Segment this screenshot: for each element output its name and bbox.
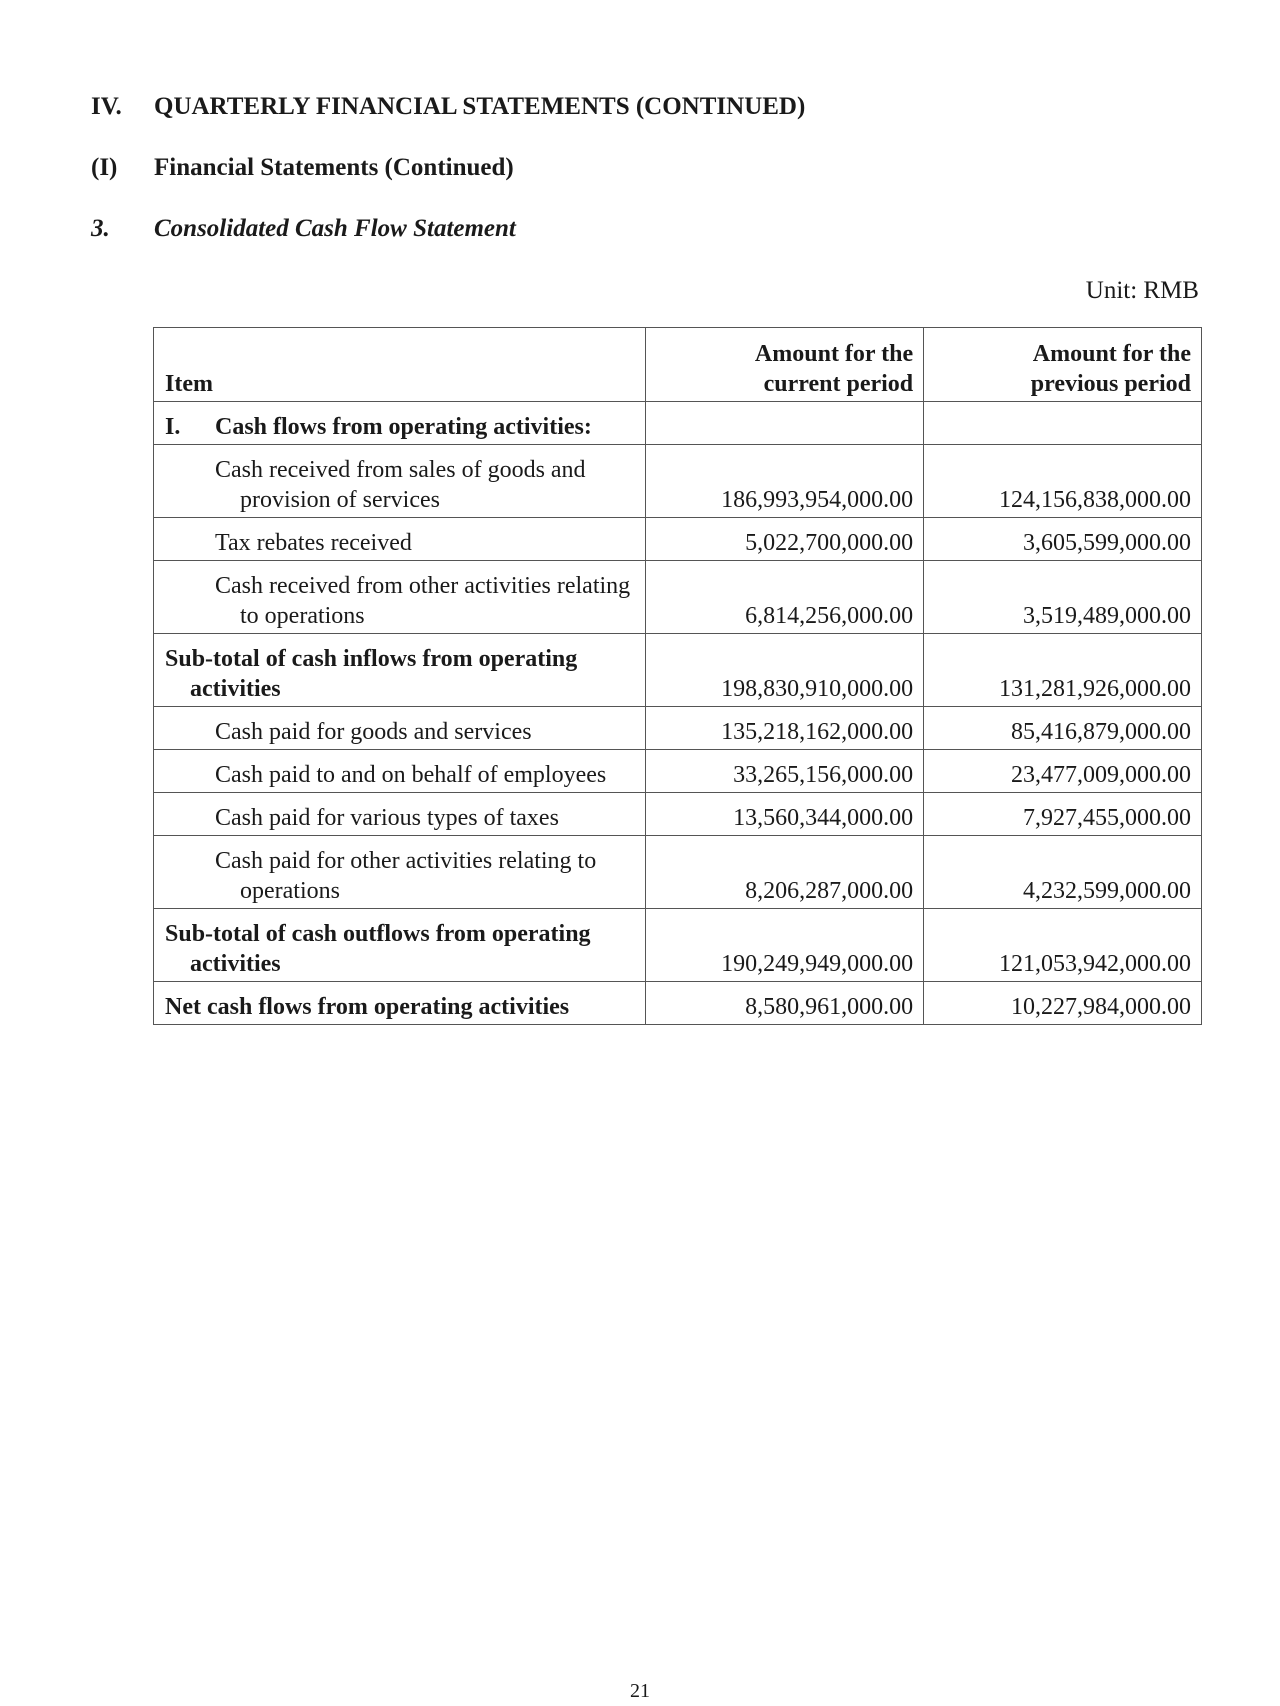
row-label: Cash received from sales of goods and provision of services — [154, 445, 646, 518]
row-label: Cash paid for goods and services — [154, 707, 646, 750]
row-label: Cash received from other activities relating to operations — [154, 561, 646, 634]
row-previous: 121,053,942,000.00 — [924, 909, 1202, 982]
row-current: 8,580,961,000.00 — [646, 982, 924, 1025]
table-header-row — [154, 328, 1202, 402]
cash-flow-table — [153, 327, 1202, 1025]
section-number: IV. — [91, 93, 122, 120]
row-label: Cash paid to and on behalf of employees — [154, 750, 646, 793]
statement-number: 3. — [91, 215, 110, 242]
section-row — [154, 402, 1202, 445]
subsection-heading — [91, 153, 514, 183]
table-row — [154, 518, 1202, 561]
row-current: 190,249,949,000.00 — [646, 909, 924, 982]
row-previous: 23,477,009,000.00 — [924, 750, 1202, 793]
table-row — [154, 707, 1202, 750]
row-label: Sub-total of cash outflows from operating activities — [154, 909, 646, 982]
row-previous: 10,227,984,000.00 — [924, 982, 1202, 1025]
table-row — [154, 793, 1202, 836]
row-current: 186,993,954,000.00 — [646, 445, 924, 518]
section-label — [154, 402, 646, 445]
header-current-period — [646, 328, 924, 402]
section-current-empty — [646, 402, 924, 445]
section-row-number: I. — [165, 414, 181, 440]
row-label: Cash paid for other activities relating to operations — [154, 836, 646, 909]
header-previous-line2: previous period — [1030, 371, 1191, 397]
section-previous-empty — [924, 402, 1202, 445]
total-row — [154, 982, 1202, 1025]
header-current-line1: Amount for the — [754, 341, 914, 367]
row-previous: 3,519,489,000.00 — [924, 561, 1202, 634]
unit-label: Unit: RMB — [1085, 277, 1199, 304]
subtotal-row — [154, 634, 1202, 707]
table-row — [154, 445, 1202, 518]
row-previous: 124,156,838,000.00 — [924, 445, 1202, 518]
row-previous: 3,605,599,000.00 — [924, 518, 1202, 561]
table-row — [154, 750, 1202, 793]
section-heading — [91, 92, 805, 122]
row-previous: 4,232,599,000.00 — [924, 836, 1202, 909]
header-item: Item — [154, 328, 646, 402]
header-previous-period — [924, 328, 1202, 402]
row-label: Cash paid for various types of taxes — [154, 793, 646, 836]
statement-heading — [91, 214, 516, 244]
page-number: 21 — [630, 1680, 650, 1702]
subsection-number: (I) — [91, 154, 118, 181]
row-label: Net cash flows from operating activities — [154, 982, 646, 1025]
row-previous: 131,281,926,000.00 — [924, 634, 1202, 707]
subsection-title: Financial Statements (Continued) — [154, 154, 514, 181]
row-current: 6,814,256,000.00 — [646, 561, 924, 634]
subtotal-row — [154, 909, 1202, 982]
header-previous-line1: Amount for the — [1032, 341, 1191, 367]
row-label: Tax rebates received — [154, 518, 646, 561]
section-title: QUARTERLY FINANCIAL STATEMENTS (CONTINUED) — [154, 93, 806, 120]
table-row — [154, 836, 1202, 909]
row-current: 198,830,910,000.00 — [646, 634, 924, 707]
statement-title: Consolidated Cash Flow Statement — [154, 215, 516, 242]
row-current: 33,265,156,000.00 — [646, 750, 924, 793]
row-label: Sub-total of cash inflows from operating activities — [154, 634, 646, 707]
row-current: 5,022,700,000.00 — [646, 518, 924, 561]
header-current-line2: current period — [763, 371, 914, 397]
table-row — [154, 561, 1202, 634]
row-current: 8,206,287,000.00 — [646, 836, 924, 909]
row-current: 135,218,162,000.00 — [646, 707, 924, 750]
row-previous: 85,416,879,000.00 — [924, 707, 1202, 750]
row-previous: 7,927,455,000.00 — [924, 793, 1202, 836]
section-row-title: Cash flows from operating activities: — [215, 414, 592, 440]
row-current: 13,560,344,000.00 — [646, 793, 924, 836]
